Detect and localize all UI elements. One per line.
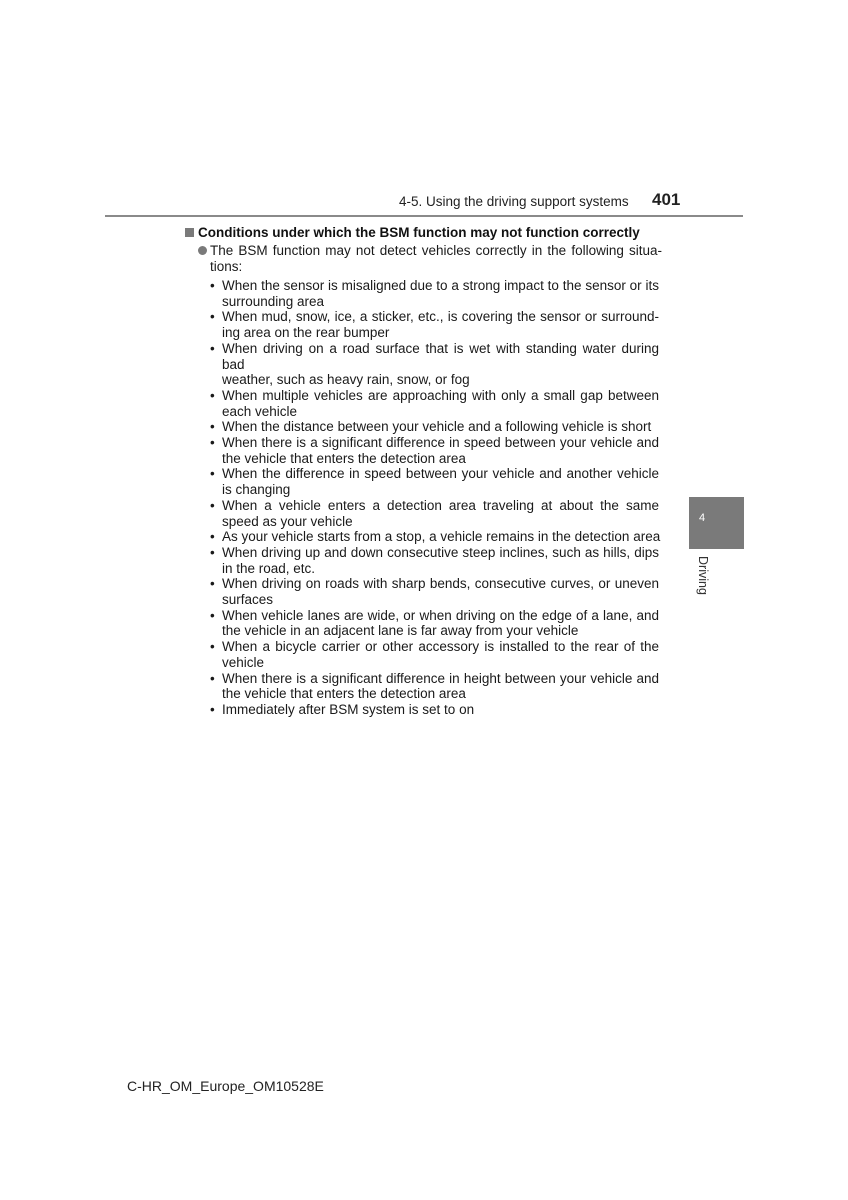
bullet-dot-icon: • bbox=[210, 639, 215, 655]
list-item-line: speed as your vehicle bbox=[222, 513, 353, 529]
list-item-line: When there is a significant difference in height between your vehicle and bbox=[222, 670, 659, 686]
list-item-line: As your vehicle starts from a stop, a vehicle remains in the detection area bbox=[222, 529, 661, 545]
chapter-tab-number: 4 bbox=[699, 512, 706, 524]
bullet-dot-icon: • bbox=[210, 607, 215, 623]
list-item bbox=[210, 529, 659, 545]
bullet-dot-icon: • bbox=[210, 497, 215, 513]
list-item bbox=[210, 388, 659, 419]
section-heading-text: Conditions under which the BSM function may not function correctly bbox=[198, 225, 640, 240]
bullet-dot-icon: • bbox=[210, 387, 215, 403]
list-item-line: the vehicle in an adjacent lane is far away from your vehicle bbox=[222, 623, 579, 639]
list-item-line: ing area on the rear bumper bbox=[222, 325, 390, 341]
bullet-dot-icon: • bbox=[210, 340, 215, 356]
list-item-line: When mud, snow, ice, a sticker, etc., is covering the sensor or surround- bbox=[222, 309, 659, 325]
list-item-line: surfaces bbox=[222, 592, 274, 608]
list-item bbox=[210, 608, 659, 639]
section-heading bbox=[185, 225, 640, 240]
list-item bbox=[210, 435, 659, 466]
list-item bbox=[210, 576, 659, 607]
condition-list bbox=[210, 278, 659, 718]
list-item-line: When driving on roads with sharp bends, consecutive curves, or uneven bbox=[222, 576, 659, 592]
list-item-line: vehicle bbox=[222, 654, 265, 670]
intro-line bbox=[198, 243, 662, 259]
list-item bbox=[210, 419, 659, 435]
footer-document-code: C-HR_OM_Europe_OM10528E bbox=[127, 1078, 324, 1094]
circle-bullet-icon bbox=[198, 246, 207, 255]
list-item-line: When driving on a road surface that is wet with standing water during bad bbox=[222, 340, 659, 372]
list-item-line: When a vehicle enters a detection area traveling at about the same bbox=[222, 497, 659, 513]
bullet-dot-icon: • bbox=[210, 529, 215, 545]
list-item bbox=[210, 498, 659, 529]
list-item-line: When a bicycle carrier or other accessory is installed to the rear of the bbox=[222, 639, 659, 655]
list-item-line: When the difference in speed between your vehicle and another vehicle bbox=[222, 466, 659, 482]
bullet-dot-icon: • bbox=[210, 701, 215, 717]
list-item-line: the vehicle that enters the detection area bbox=[222, 450, 466, 466]
list-item-line: Immediately after BSM system is set to on bbox=[222, 701, 475, 717]
square-bullet-icon bbox=[185, 228, 194, 237]
intro-line: tions: bbox=[210, 259, 243, 274]
list-item-line: When vehicle lanes are wide, or when driving on the edge of a lane, and bbox=[222, 607, 659, 623]
list-item bbox=[210, 702, 659, 718]
bullet-dot-icon: • bbox=[210, 419, 215, 435]
list-item-line: When driving up and down consecutive steep inclines, such as hills, dips bbox=[222, 544, 659, 560]
bullet-dot-icon: • bbox=[210, 435, 215, 451]
bullet-dot-icon: • bbox=[210, 278, 215, 293]
header-section-title: 4-5. Using the driving support systems bbox=[399, 194, 629, 209]
list-item bbox=[210, 341, 659, 388]
chapter-tab bbox=[689, 497, 744, 549]
page-number: 401 bbox=[652, 190, 681, 209]
list-item bbox=[210, 671, 659, 702]
list-item-line: the vehicle that enters the detection area bbox=[222, 686, 466, 702]
list-item-line: surrounding area bbox=[222, 293, 325, 309]
chapter-tab-label: Driving bbox=[696, 556, 710, 595]
list-item bbox=[210, 545, 659, 576]
bullet-dot-icon: • bbox=[210, 670, 215, 686]
bullet-dot-icon: • bbox=[210, 466, 215, 482]
bullet-dot-icon: • bbox=[210, 544, 215, 560]
list-item-line: When multiple vehicles are approaching with only a small gap between bbox=[222, 387, 659, 403]
list-item-line: is changing bbox=[222, 482, 291, 498]
list-item-line: When the sensor is misaligned due to a strong impact to the sensor or its bbox=[222, 278, 659, 293]
intro-paragraph bbox=[198, 243, 662, 275]
list-item-line: weather, such as heavy rain, snow, or fog bbox=[222, 372, 470, 388]
bullet-dot-icon: • bbox=[210, 309, 215, 325]
list-item bbox=[210, 466, 659, 497]
list-item bbox=[210, 309, 659, 340]
bullet-dot-icon: • bbox=[210, 576, 215, 592]
list-item-line: When there is a significant difference in speed between your vehicle and bbox=[222, 435, 659, 451]
list-item bbox=[210, 639, 659, 670]
list-item-line: When the distance between your vehicle and a following vehicle is short bbox=[222, 419, 652, 435]
list-item bbox=[210, 278, 659, 309]
list-item-line: in the road, etc. bbox=[222, 560, 316, 576]
intro-line-text: The BSM function may not detect vehicles correctly in the following situa- bbox=[210, 243, 662, 258]
list-item-line: each vehicle bbox=[222, 403, 298, 419]
header-rule bbox=[105, 215, 743, 217]
